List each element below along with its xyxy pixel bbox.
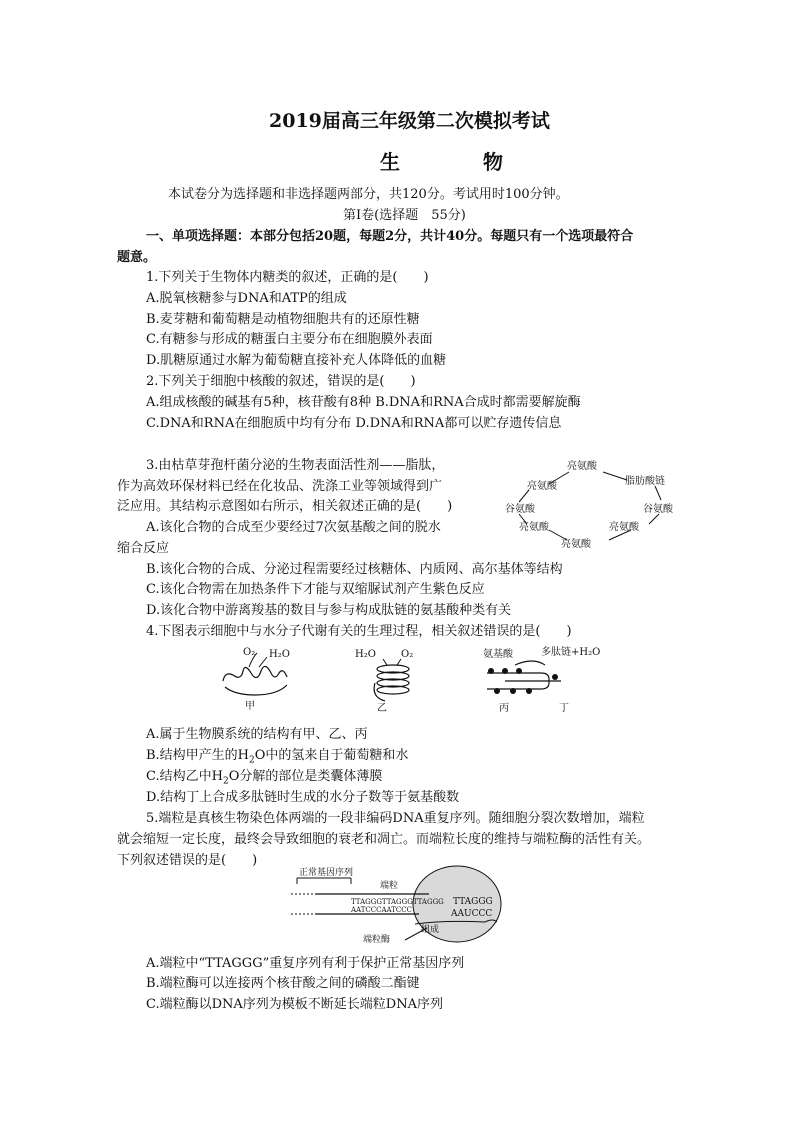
q4-b-pre: B.结构甲产生的H [146, 748, 250, 763]
q1-option-c: C.有糖参与形成的糖蛋白主要分布在细胞膜外表面 [146, 332, 433, 347]
label-ding: 丁 [559, 703, 569, 714]
q5-option-c: C.端粒酶以DNA序列为模板不断延长端粒DNA序列 [146, 997, 443, 1012]
er-ribosome-icon [487, 661, 561, 689]
peptide-h2o-label: 多肽链+H₂O [541, 647, 601, 658]
q1-option-d: D.肌糖原通过水解为葡萄糖直接补充人体降低的血糖 [146, 353, 447, 368]
ring-right-glutamate: 谷氨酸 [643, 504, 673, 515]
q3-option-d: D.该化合物中游离羧基的数目与参与构成肽链的氨基酸种类有关 [146, 603, 512, 618]
q4-c-post: O分解的部位是类囊体薄膜 [228, 769, 383, 784]
q3-stem-line2: 作为高效环保材料已经在化妆品、洗涤工业等领域得到广 [117, 479, 443, 494]
q5-stem-line2: 就会缩短一定长度，最终会导致细胞的衰老和凋亡。而端粒长度的维持与端粒酶的活性有关。 [117, 832, 651, 847]
yi-h2o-label: H₂O [355, 649, 376, 660]
telomere-label: 端粒 [380, 881, 399, 891]
telomere-seq-bottom: AATCCCAATCCC [351, 906, 412, 914]
q3-option-a-cont: 缩合反应 [117, 541, 170, 556]
q4-stem: 4.下图表示细胞中与水分子代谢有关的生理过程，相关叙述错误的是( ) [146, 624, 572, 639]
q4-option-d: D.结构丁上合成多肽链时生成的水分子数等于氨基酸数 [146, 790, 460, 805]
ring-bottom-leucine: 亮氨酸 [561, 539, 591, 550]
q1-stem: 1.下列关于生物体内糖类的叙述，正确的是( ) [146, 270, 429, 285]
yi-o2-label: O₂ [401, 649, 414, 660]
q4-option-c [146, 765, 382, 787]
q2-options-ab: A.组成核酸的碱基有5种，核苷酸有8种 B.DNA和RNA合成时都需要解旋酶 [146, 395, 581, 410]
label-bing: 丙 [499, 703, 509, 714]
q3-stem-line1: 3.由枯草芽孢杆菌分泌的生物表面活性剂——脂肽， [146, 458, 445, 473]
ring-lower-right-leucine: 亮氨酸 [609, 522, 639, 533]
q4-option-a: A.属于生物膜系统的结构有甲、乙、丙 [146, 727, 368, 742]
section-instructions: 一、单项选择题：本部分包括20题，每题2分，共计40分。每题只有一个选项最符合 [146, 229, 634, 244]
thylakoid-stack-icon [374, 659, 409, 701]
q1-option-a: A.脱氧核糖参与DNA和ATP的组成 [146, 291, 347, 306]
q5-stem-line3: 下列叙述错误的是( ) [117, 853, 258, 868]
amino-acid-label: 氨基酸 [483, 649, 513, 660]
enzyme-rna-top: TTAGGG [453, 897, 493, 907]
q2-stem: 2.下列关于细胞中核酸的叙述，错误的是( ) [146, 374, 416, 389]
telomerase-label: 端粒酶 [363, 935, 391, 945]
q4-b-post: O中的氢来自于葡萄糖和水 [254, 748, 409, 763]
part-heading: 第Ⅰ卷(选择题 55分) [343, 208, 466, 223]
q3-option-b: B.该化合物的合成、分泌过程需要经过核糖体、内质网、高尔基体等结构 [146, 562, 563, 577]
q4-option-b [146, 744, 408, 766]
fatty-acid-chain-label: 脂肪酸链 [625, 476, 665, 487]
q5-stem-line1: 5.端粒是真核生物染色体两端的一段非编码DNA重复序列。随细胞分裂次数增加，端粒 [146, 811, 645, 826]
q1-option-b: B.麦芽糖和葡萄糖是动植物细胞共有的还原性糖 [146, 312, 420, 327]
q5-option-a: A.端粒中“TTAGGG”重复序列有利于保护正常基因序列 [146, 956, 465, 971]
q3-option-a: A.该化合物的合成至少要经过7次氨基酸之间的脱水 [146, 520, 441, 535]
label-yi: 乙 [377, 703, 387, 714]
q4-c-sub: 2 [222, 776, 229, 787]
ring-top-leucine: 亮氨酸 [567, 461, 597, 472]
lipopeptide-diagram [505, 458, 685, 553]
q3-option-c: C.该化合物需在加热条件下才能与双缩脲试剂产生紫色反应 [146, 582, 485, 597]
q2-options-cd: C.DNA和RNA在细胞质中均有分布 D.DNA和RNA都可以贮存遗传信息 [146, 416, 562, 431]
label-jia: 甲 [245, 701, 255, 712]
q4-b-sub: 2 [249, 755, 255, 766]
exam-intro: 本试卷分为选择题和非选择题两部分，共120分。考试用时100分钟。 [168, 187, 569, 202]
normal-gene-label: 正常基因序列 [299, 868, 354, 878]
telomere-seq-top: TTAGGGTTAGGGTTAGGG [351, 898, 444, 906]
ring-upper-left-leucine: 亮氨酸 [527, 481, 557, 492]
exam-title: 2019届高三年级第二次模拟考试 [269, 110, 550, 132]
q3-stem-line3: 泛应用。其结构示意图如右所示，相关叙述正确的是( ) [117, 499, 453, 514]
ring-lower-left-leucine: 亮氨酸 [519, 522, 549, 533]
q4-c-pre: C.结构乙中H [146, 769, 223, 784]
o2-label: O₂ [243, 647, 256, 658]
water-metabolism-diagram [215, 643, 610, 715]
telomere-diagram [285, 862, 505, 947]
section-instructions-cont: 题意。 [117, 250, 157, 265]
ring-left-glutamate: 谷氨酸 [505, 504, 535, 515]
enzyme-rna-bottom: AAUCCC [451, 909, 493, 919]
q5-option-b: B.端粒酶可以连接两个核苷酸之间的磷酸二酯键 [146, 976, 420, 991]
h2o-label: H₂O [269, 649, 290, 660]
compose-label: 组成 [421, 925, 440, 935]
subject-title: 生 物 [380, 150, 541, 174]
